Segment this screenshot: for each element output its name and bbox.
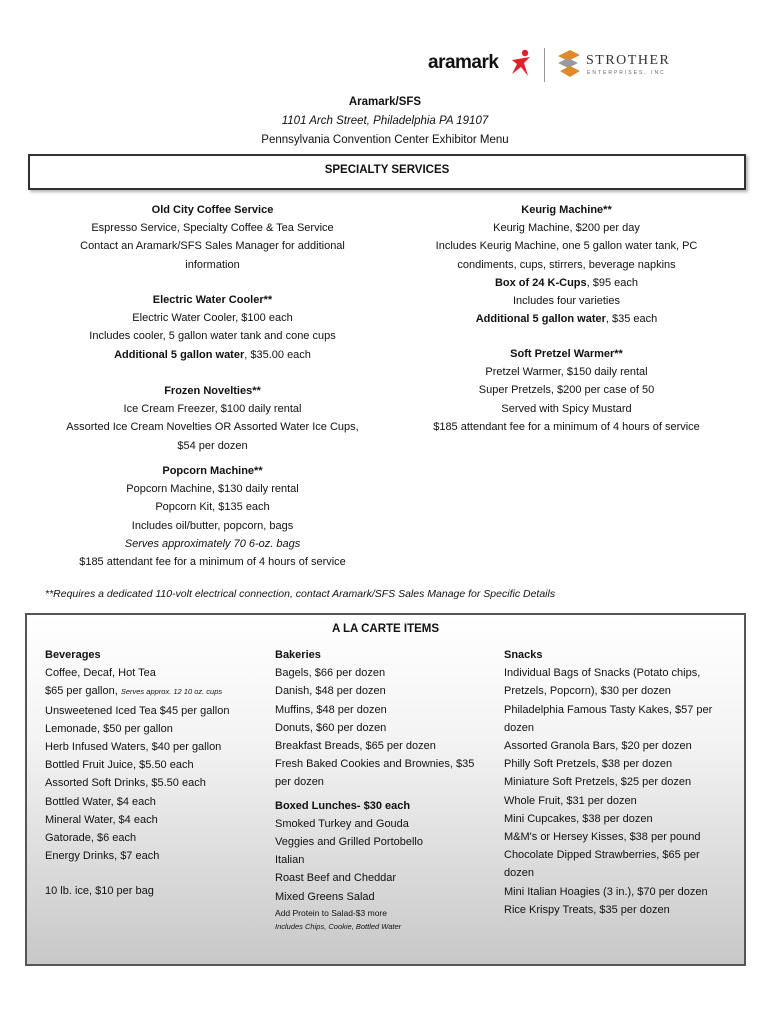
coffee-price: $65 per gallon,	[45, 685, 121, 698]
keurig-section	[404, 201, 729, 328]
beverage-item: Assorted Soft Drinks, $5.50 each	[45, 777, 206, 790]
snack-item: M&M's or Hersey Kisses, $38 per pound	[504, 831, 701, 844]
boxed-lunch-item: Mixed Greens Salad	[275, 890, 375, 903]
keurig-heading: Keurig Machine**	[521, 204, 612, 216]
beverage-item: Bottled Water, $4 each	[45, 795, 156, 808]
beverage-item: Gatorade, $6 each	[45, 832, 137, 845]
water-cooler-heading: Electric Water Cooler**	[152, 294, 273, 306]
bakery-item: Muffins, $48 per dozen	[275, 703, 387, 716]
frozen-novelties-section	[40, 382, 385, 455]
additional-water-label: Additional 5 gallon water	[114, 348, 245, 361]
frozen-line: Assorted Ice Cream Novelties OR Assorted Water Ice Cups,	[66, 421, 359, 434]
snack-item: Miniature Soft Pretzels, $25 per dozen	[504, 776, 692, 789]
includes-note: Includes Chips, Cookie, Bottled Water	[275, 921, 402, 931]
coffee-line: information	[185, 258, 240, 271]
specialty-services-banner	[28, 154, 746, 190]
popcorn-line: Popcorn Machine, $130 daily rental	[126, 483, 299, 496]
snack-item: Assorted Granola Bars, $20 per dozen	[504, 740, 692, 753]
snack-item: Mini Italian Hoagies (3 in.), $70 per dozen	[504, 885, 708, 898]
bakery-item: Breakfast Breads, $65 per dozen	[275, 740, 436, 753]
water-cooler-additional	[40, 346, 385, 364]
snack-item: Philly Soft Pretzels, $38 per dozen	[504, 758, 673, 771]
spacer	[45, 865, 270, 882]
address: 1101 Arch Street, Philadelphia PA 19107	[281, 115, 489, 127]
kcups-price: , $95 each	[586, 276, 639, 289]
snack-item: dozen	[504, 721, 534, 734]
boxed-lunch-item: Smoked Turkey and Gouda	[275, 817, 409, 830]
bakeries-heading: Bakeries	[275, 649, 321, 661]
coffee-service-section	[40, 201, 385, 274]
beverage-item: Unsweetened Iced Tea $45 per gallon	[45, 704, 230, 717]
snacks-column	[504, 646, 734, 919]
alacarte-title: A LA CARTE ITEMS	[331, 623, 440, 635]
coffee-heading: Old City Coffee Service	[151, 204, 274, 216]
pretzel-line: $185 attendant fee for a minimum of 4 hours of service	[433, 420, 700, 433]
additional-water-price: , $35.00 each	[244, 348, 311, 361]
menu-header	[0, 93, 770, 150]
ice-item: 10 lb. ice, $10 per bag	[45, 885, 154, 898]
beverage-item: Bottled Fruit Juice, $5.50 each	[45, 759, 194, 772]
popcorn-line: Includes oil/butter, popcorn, bags	[131, 519, 294, 532]
strother-wordmark: STROTHER	[586, 53, 671, 68]
electrical-footnote: **Requires a dedicated 110-volt electrical connection, contact Aramark/SFS Sales Manage for Specific Details	[45, 588, 556, 600]
keurig-additional-water	[404, 310, 729, 328]
snack-item: Chocolate Dipped Strawberries, $65 per	[504, 849, 700, 862]
beverage-item: Mineral Water, $4 each	[45, 813, 158, 826]
menu-title: Pennsylvania Convention Center Exhibitor Menu	[261, 134, 509, 146]
pretzel-line: Pretzel Warmer, $150 daily rental	[485, 366, 648, 379]
additional-water-label: Additional 5 gallon water	[475, 313, 606, 326]
org-name: Aramark/SFS	[348, 96, 422, 108]
additional-water-price: , $35 each	[605, 313, 658, 326]
snack-item: Individual Bags of Snacks (Potato chips,	[504, 667, 701, 680]
popcorn-serves: Serves approximately 70 6-oz. bags	[124, 537, 301, 550]
snacks-heading: Snacks	[504, 649, 543, 661]
boxed-lunch-item: Italian	[275, 854, 305, 867]
aramark-wordmark: aramark	[428, 52, 499, 73]
bakery-item: Danish, $48 per dozen	[275, 685, 386, 698]
protein-note: Add Protein to Salad-$3 more	[275, 907, 387, 918]
frozen-heading: Frozen Novelties**	[164, 385, 261, 397]
strother-subtitle: ENTERPRISES, INC	[587, 70, 666, 76]
popcorn-machine-section	[40, 462, 385, 571]
keurig-line: condiments, cups, stirrers, beverage napkins	[457, 258, 676, 271]
kcups-line	[404, 274, 729, 292]
water-cooler-line: Includes cooler, 5 gallon water tank and cone cups	[89, 330, 336, 343]
aramark-star-icon	[508, 48, 534, 78]
snack-item: Mini Cupcakes, $38 per dozen	[504, 812, 653, 825]
kcups-varieties: Includes four varieties	[513, 295, 620, 308]
aramark-logo	[428, 48, 538, 82]
bakeries-column	[275, 646, 500, 933]
alacarte-panel	[25, 613, 746, 966]
specialty-services-title: SPECIALTY SERVICES	[324, 164, 450, 176]
coffee-serves-note: Serves approx. 12 10 oz. cups	[120, 687, 223, 697]
keurig-line: Includes Keurig Machine, one 5 gallon water tank, PC	[435, 240, 698, 253]
frozen-line: Ice Cream Freezer, $100 daily rental	[123, 403, 302, 416]
beverages-column	[45, 646, 270, 901]
pretzel-warmer-section	[404, 345, 729, 436]
water-cooler-line: Electric Water Cooler, $100 each	[132, 312, 293, 325]
snack-item: dozen	[504, 867, 534, 880]
beverages-heading: Beverages	[45, 649, 101, 661]
bakery-item: Fresh Baked Cookies and Brownies, $35	[275, 758, 475, 771]
water-cooler-section	[40, 291, 385, 364]
pretzel-line: Super Pretzels, $200 per case of 50	[478, 384, 655, 397]
kcups-label: Box of 24 K-Cups	[494, 276, 587, 289]
popcorn-line: Popcorn Kit, $135 each	[155, 501, 270, 514]
beverage-item: Coffee, Decaf, Hot Tea	[45, 667, 156, 680]
beverage-item: Lemonade, $50 per gallon	[45, 722, 173, 735]
boxed-lunch-item: Veggies and Grilled Portobello	[275, 836, 423, 849]
keurig-line: Keurig Machine, $200 per day	[493, 222, 640, 235]
logo-divider	[544, 48, 545, 82]
bakery-item: per dozen	[275, 776, 324, 789]
beverage-item: Energy Drinks, $7 each	[45, 850, 160, 863]
coffee-line: Espresso Service, Specialty Coffee & Tea Service	[91, 222, 334, 235]
coffee-line: Contact an Aramark/SFS Sales Manager for additional	[80, 240, 345, 253]
popcorn-heading: Popcorn Machine**	[162, 465, 263, 477]
popcorn-attendant-fee: $185 attendant fee for a minimum of 4 hours of service	[79, 556, 346, 569]
boxed-lunch-item: Roast Beef and Cheddar	[275, 872, 397, 885]
pretzel-line: Served with Spicy Mustard	[501, 402, 632, 415]
pretzel-heading: Soft Pretzel Warmer**	[510, 348, 623, 360]
strother-emblem-icon	[556, 48, 582, 80]
beverage-item	[45, 682, 270, 701]
snack-item: Whole Fruit, $31 per dozen	[504, 794, 637, 807]
strother-logo	[556, 48, 686, 82]
snack-item: Pretzels, Popcorn), $30 per dozen	[504, 685, 671, 698]
frozen-line: $54 per dozen	[177, 439, 248, 452]
boxed-lunches-heading: Boxed Lunches- $30 each	[275, 799, 411, 812]
bakery-item: Bagels, $66 per dozen	[275, 667, 386, 680]
bakery-item: Donuts, $60 per dozen	[275, 721, 387, 734]
beverage-item: Herb Infused Waters, $40 per gallon	[45, 741, 222, 754]
snack-item: Philadelphia Famous Tasty Kakes, $57 per	[504, 703, 713, 716]
snack-item: Rice Krispy Treats, $35 per dozen	[504, 903, 670, 916]
